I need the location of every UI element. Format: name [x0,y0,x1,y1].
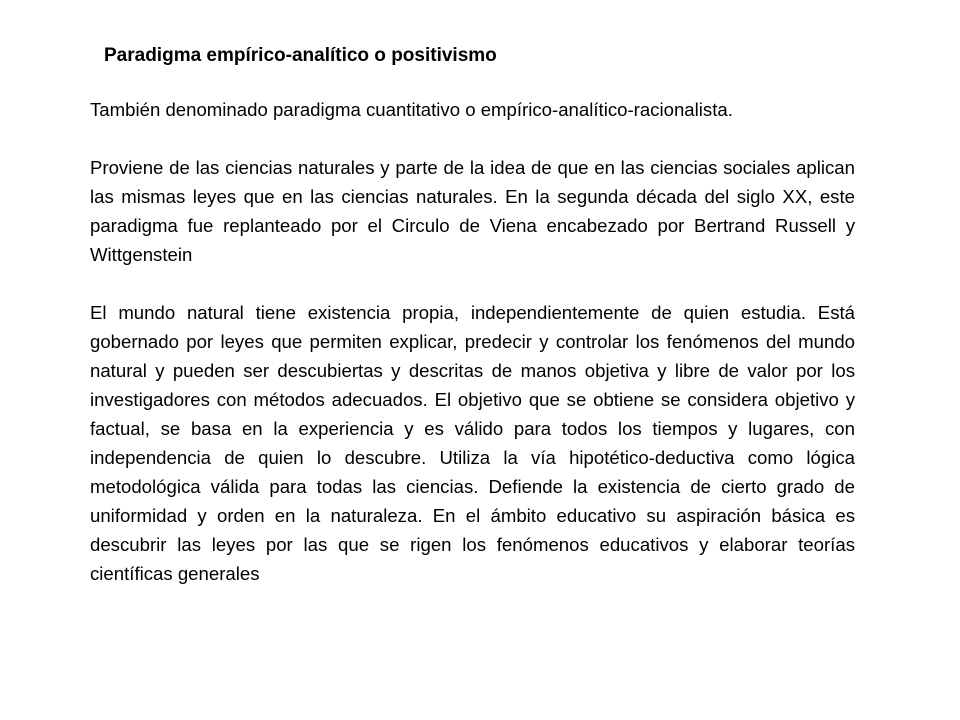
slide-body [90,95,855,588]
paragraph-definition: También denominado paradigma cuantitativo o empírico-analítico-racionalista. [90,99,733,120]
slide-title: Paradigma empírico-analítico o positivismo [104,45,497,66]
paragraph-characteristics: El mundo natural tiene existencia propia, independientemente de quien estudia. Está gobernado por leyes que permiten explicar, predecir y controlar los fenómenos del mundo natural y pueden ser descubiertas y descritas de manos objetiva y libre de valor por los investigadores con métodos adecuados. El objetivo que se obtiene se considera objetivo y factual, se basa en la experiencia y es válido para todos los tiempos y lugares, con independencia de quien lo descubre. Utiliza la vía hipotético-deductiva como lógica metodológica válida para todas las ciencias. Defiende la existencia de cierto grado de uniformidad y orden en la naturaleza. En el ámbito educativo su aspiración básica es descubrir las leyes por las que se rigen los fenómenos educativos y elaborar teorías científicas generales [90,302,855,584]
paragraph-origin: Proviene de las ciencias naturales y parte de la idea de que en las ciencias sociales aplican las mismas leyes que en las ciencias naturales. En la segunda década del siglo XX, este paradigma fue replanteado por el Circulo de Viena encabezado por Bertrand Russell y Wittgenstein [90,157,855,265]
